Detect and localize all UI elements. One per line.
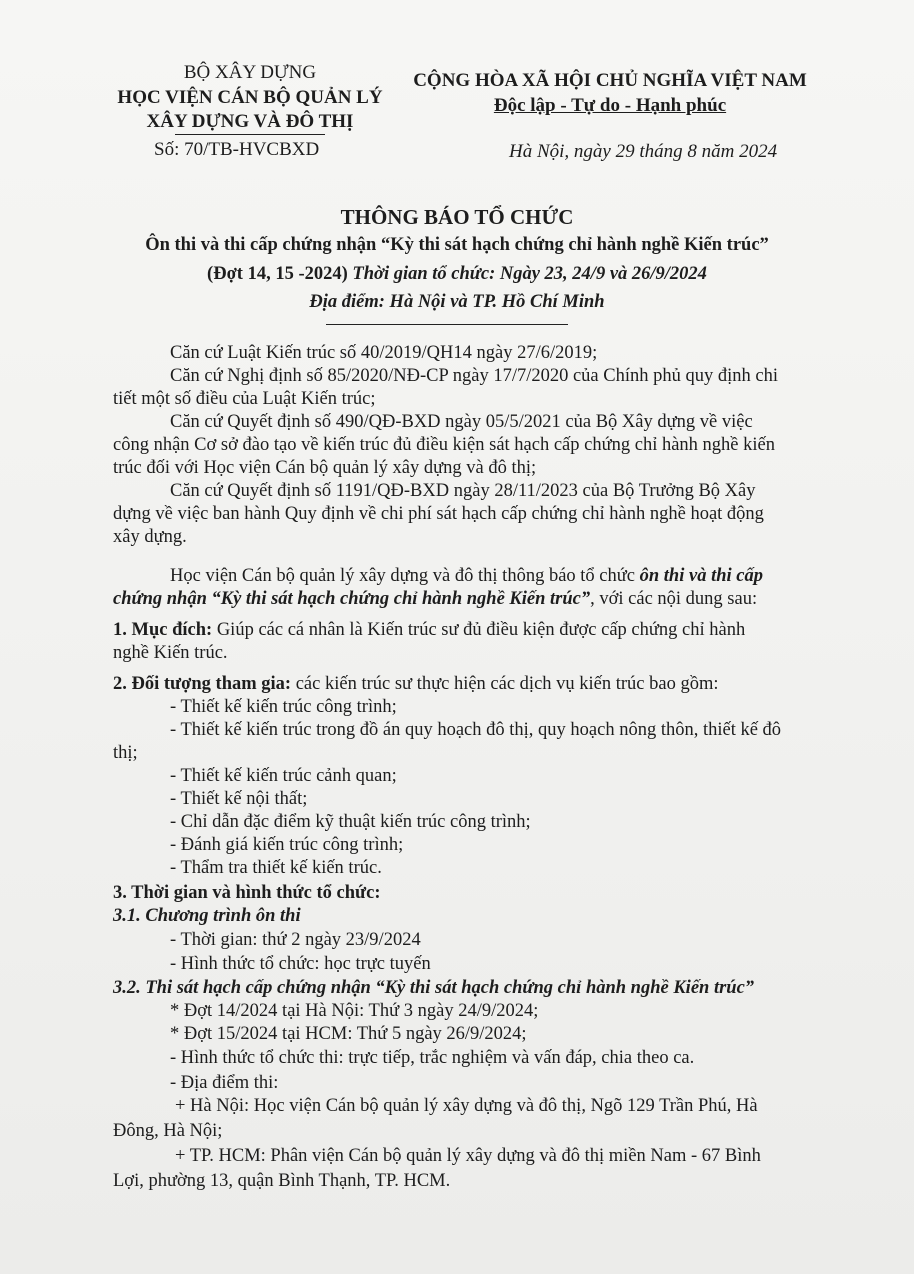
list-item: - Thiết kế nội thất; xyxy=(170,789,308,809)
document-title: THÔNG BÁO TỔ CHỨC xyxy=(340,205,574,229)
legal-basis-1: Căn cứ Luật Kiến trúc số 40/2019/QH14 ngày 27/6/2019; xyxy=(170,343,598,363)
review-format: - Hình thức tổ chức: học trực tuyến xyxy=(170,954,431,974)
section-3-1-heading: 3.1. Chương trình ôn thi xyxy=(113,906,301,926)
intro-line2 xyxy=(113,589,757,610)
section-3-heading: 3. Thời gian và hình thức tổ chức: xyxy=(113,883,381,903)
legal-basis-3-line1: Căn cứ Quyết định số 490/QĐ-BXD ngày 05/5/2021 của Bộ Xây dựng về việc xyxy=(170,412,753,432)
section-2-heading: 2. Đối tượng tham gia: xyxy=(113,674,292,694)
list-item: - Thẩm tra thiết kế kiến trúc. xyxy=(170,858,382,878)
venue-hcm-line2: Lợi, phường 13, quận Bình Thạnh, TP. HCM. xyxy=(113,1171,451,1191)
list-item: - Thiết kế kiến trúc trong đồ án quy hoạch đô thị, quy hoạch nông thôn, thiết kế đô xyxy=(170,720,782,740)
schedule-label: Thời gian tổ chức: Ngày 23, 24/9 và 26/9/2024 xyxy=(347,264,707,284)
venue-line: Địa điểm: Hà Nội và TP. Hồ Chí Minh xyxy=(309,292,605,312)
legal-basis-4-line3: xây dựng. xyxy=(113,527,187,547)
list-item: - Thiết kế kiến trúc công trình; xyxy=(170,697,397,717)
nation-name: CỘNG HÒA XÃ HỘI CHỦ NGHĨA VIỆT NAM xyxy=(413,70,807,91)
intro-tail: , với các nội dung sau: xyxy=(590,589,758,609)
exam-venue-label: - Địa điểm thi: xyxy=(170,1073,279,1093)
venue-hcm-line1: + TP. HCM: Phân viện Cán bộ quản lý xây dựng và đô thị miền Nam - 67 Bình xyxy=(175,1146,761,1166)
academy-name-line1: HỌC VIỆN CÁN BỘ QUẢN LÝ xyxy=(117,87,383,108)
section-1-text: Giúp các cá nhân là Kiến trúc sư đủ điều kiện được cấp chứng chỉ hành xyxy=(212,620,746,640)
batch-label: (Đợt 14, 15 -2024) xyxy=(207,264,348,284)
document-subtitle: Ôn thi và thi cấp chứng nhận “Kỳ thi sát hạch chứng chỉ hành nghề Kiến trúc” xyxy=(145,235,769,255)
ministry-name: BỘ XÂY DỰNG xyxy=(183,62,317,83)
section-2-line xyxy=(113,674,719,695)
intro-line1 xyxy=(170,566,763,587)
exam-batch-hcm: * Đợt 15/2024 tại HCM: Thứ 5 ngày 26/9/2024; xyxy=(170,1024,527,1044)
section-1-line1 xyxy=(113,620,745,641)
intro-emphasis-2: chứng nhận “Kỳ thi sát hạch chứng chỉ hành nghề Kiến trúc” xyxy=(113,589,591,609)
venue-hanoi-line1: + Hà Nội: Học viện Cán bộ quản lý xây dựng và đô thị, Ngõ 129 Trần Phú, Hà xyxy=(175,1096,758,1116)
legal-basis-3-line2: công nhận Cơ sở đào tạo về kiến trúc đủ điều kiện sát hạch cấp chứng chỉ hành nghề kiến xyxy=(113,435,775,455)
section-1-line2: nghề Kiến trúc. xyxy=(113,643,228,663)
legal-basis-2-line1: Căn cứ Nghị định số 85/2020/NĐ-CP ngày 17/7/2020 của Chính phủ quy định chi xyxy=(170,366,778,386)
venue-hanoi-line2: Đông, Hà Nội; xyxy=(113,1121,223,1141)
intro-text: Học viện Cán bộ quản lý xây dựng và đô thị thông báo tổ chức xyxy=(170,566,640,586)
intro-emphasis-1: ôn thi và thi cấp xyxy=(639,566,763,586)
legal-basis-2-line2: tiết một số điều của Luật Kiến trúc; xyxy=(113,389,376,409)
list-item: - Thiết kế kiến trúc cảnh quan; xyxy=(170,766,397,786)
national-motto: Độc lập - Tự do - Hạnh phúc xyxy=(493,95,727,116)
title-divider xyxy=(326,324,568,325)
section-1-heading: 1. Mục đích: xyxy=(113,620,213,640)
list-item-continuation: thị; xyxy=(113,743,138,763)
batch-and-schedule xyxy=(0,264,914,285)
legal-basis-4-line2: dựng về việc ban hành Quy định về chi phí sát hạch cấp chứng chỉ hành nghề hoạt động xyxy=(113,504,764,524)
exam-format: - Hình thức tổ chức thi: trực tiếp, trắc nghiệm và vấn đáp, chia theo ca. xyxy=(170,1048,695,1068)
section-3-2-heading: 3.2. Thi sát hạch cấp chứng nhận “Kỳ thi sát hạch chứng chỉ hành nghề Kiến trúc” xyxy=(113,978,755,998)
list-item: - Đánh giá kiến trúc công trình; xyxy=(170,835,404,855)
legal-basis-3-line3: trúc đối với Học viện Cán bộ quản lý xây dựng và đô thị; xyxy=(113,458,537,478)
academy-name-line2: XÂY DỰNG VÀ ĐÔ THỊ xyxy=(146,111,354,132)
academy-underline xyxy=(175,134,325,135)
place-and-date: Hà Nội, ngày 29 tháng 8 năm 2024 xyxy=(509,141,778,162)
document-number: Số: 70/TB-HVCBXD xyxy=(154,139,320,160)
legal-basis-4-line1: Căn cứ Quyết định số 1191/QĐ-BXD ngày 28/11/2023 của Bộ Trưởng Bộ Xây xyxy=(170,481,756,501)
review-time: - Thời gian: thứ 2 ngày 23/9/2024 xyxy=(170,930,421,950)
exam-batch-hanoi: * Đợt 14/2024 tại Hà Nội: Thứ 3 ngày 24/9/2024; xyxy=(170,1001,539,1021)
section-2-lead: các kiến trúc sư thực hiện các dịch vụ kiến trúc bao gồm: xyxy=(291,674,719,694)
list-item: - Chỉ dẫn đặc điểm kỹ thuật kiến trúc công trình; xyxy=(170,812,531,832)
